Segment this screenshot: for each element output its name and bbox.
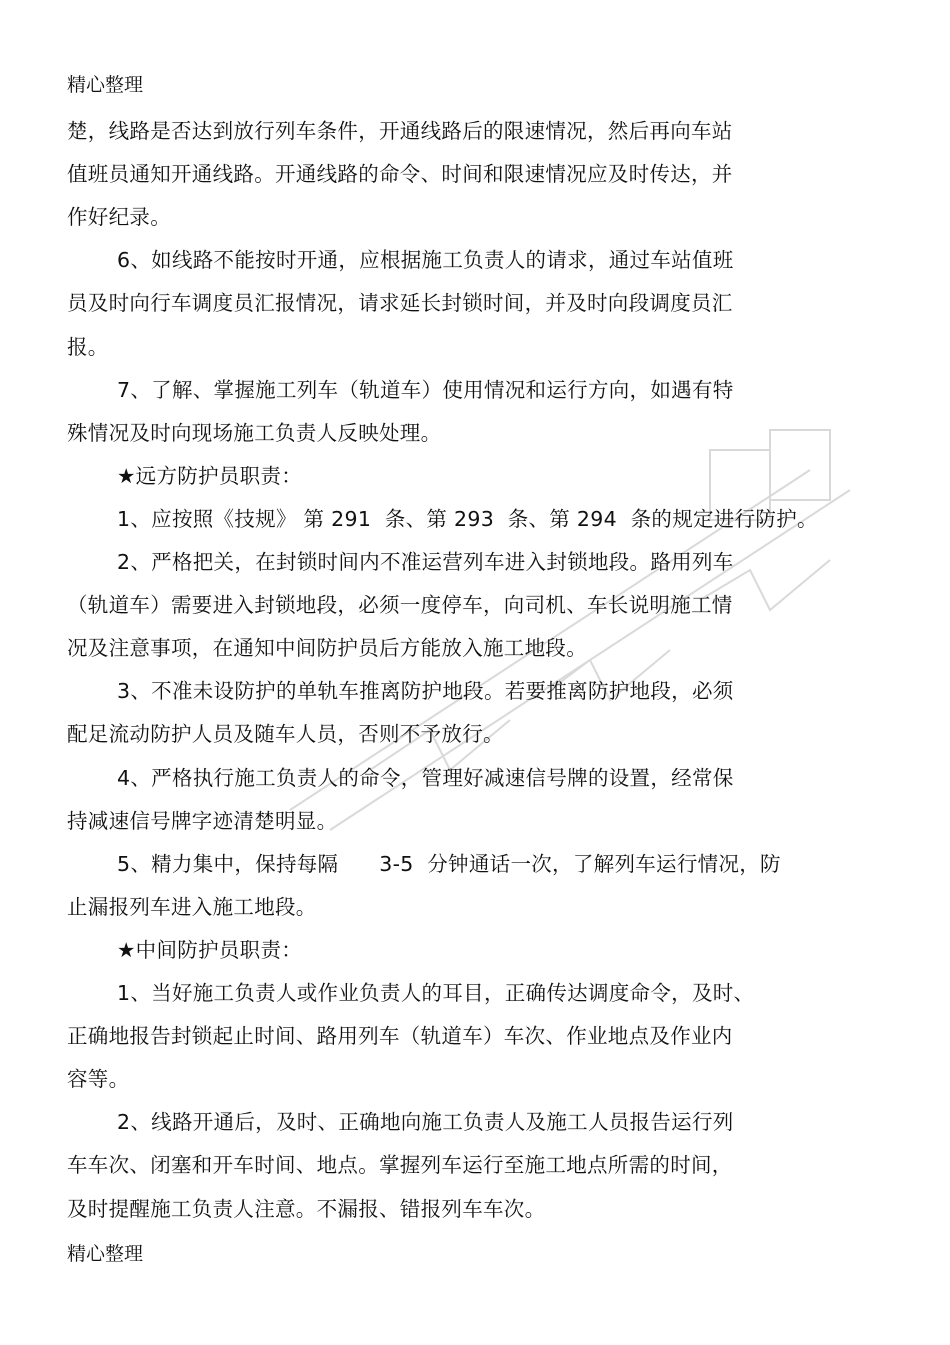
text-line: 作好纪录。 <box>67 205 171 230</box>
text-line: 1、应按照《技规》 第 291 条、第 293 条、第 294 条的规定进行防护。 <box>117 506 818 531</box>
text-line: 1、当好施工负责人或作业负责人的耳目，正确传达调度命令，及时、 <box>117 981 755 1005</box>
text-line: 5、精力集中，保持每隔 3-5 分钟通话一次，了解列车运行情况，防 <box>117 851 781 876</box>
text-line: 员及时向行车调度员汇报情况，请求延长封锁时间，并及时向段调度员汇 <box>67 291 733 316</box>
text-line: 2、严格把关，在封锁时间内不准运营列车进入封锁地段。路用列车 <box>117 550 734 574</box>
text-line: 7、了解、掌握施工列车（轨道车）使用情况和运行方向，如遇有特 <box>117 377 734 402</box>
text-line: 报。 <box>67 334 109 359</box>
text-line: 4、严格执行施工负责人的命令，管理好减速信号牌的设置，经常保 <box>117 765 734 790</box>
watermark-stamp <box>250 390 890 870</box>
text-line: 止漏报列车进入施工地段。 <box>67 894 317 919</box>
page-header: 精心整理 <box>67 74 144 96</box>
text-line: （轨道车）需要进入封锁地段，必须一度停车，向司机、车长说明施工情 <box>67 593 733 618</box>
text-line: 配足流动防护人员及随车人员，否则不予放行。 <box>67 722 504 747</box>
text-line: ★远方防护员职责： <box>117 463 303 488</box>
text-line: 2、线路开通后，及时、正确地向施工负责人及施工人员报告运行列 <box>117 1110 734 1135</box>
text-line: 正确地报告封锁起止时间、路用列车（轨道车）车次、作业地点及作业内 <box>67 1024 733 1049</box>
text-line: 及时提醒施工负责人注意。不漏报、错报列车车次。 <box>67 1196 546 1221</box>
text-line: 楚，线路是否达到放行列车条件，开通线路后的限速情况，然后再向车站 <box>67 119 733 143</box>
text-line: 况及注意事项，在通知中间防护员后方能放入施工地段。 <box>67 636 587 661</box>
text-line: 车车次、闭塞和开车时间、地点。掌握列车运行至施工地点所需的时间， <box>67 1153 733 1178</box>
text-line: 6、如线路不能按时开通，应根据施工负责人的请求，通过车站值班 <box>117 248 734 273</box>
text-line: ★中间防护员职责： <box>117 937 303 962</box>
text-line: 3、不准未设防护的单轨车推离防护地段。若要推离防护地段，必须 <box>117 679 734 704</box>
text-line: 持减速信号牌字迹清楚明显。 <box>67 808 338 833</box>
page-footer: 精心整理 <box>67 1243 144 1265</box>
text-line: 值班员通知开通线路。开通线路的命令、时间和限速情况应及时传达，并 <box>67 162 733 187</box>
text-line: 殊情况及时向现场施工负责人反映处理。 <box>67 420 442 445</box>
text-line: 容等。 <box>67 1067 130 1092</box>
